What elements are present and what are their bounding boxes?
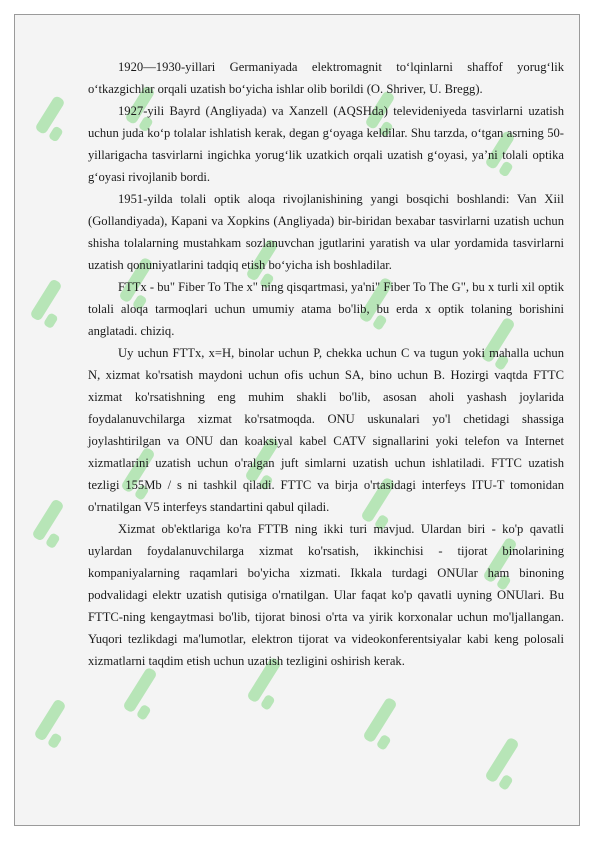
paragraph-history-germany: 1920—1930-yillari Germaniyada elektromagnit to‘lqinlarni shaffof yorug‘lik o‘tkazgichlar orqali uzatish bo‘yicha ishlar olib borildi (O. Shriver, U. Bregg).: [88, 60, 564, 96]
document-body: [88, 56, 564, 672]
paragraph-fttb: Xizmat ob'ektlariga ko'ra FTTB ning ikki turi mavjud. Ulardan biri - ko'p qavatli uylardan foydalanuvchilarga xizmat ko'rsatish, ikkinchisi - tijorat binolarining kompaniyalarning raqamlari bo'yicha xizmati. Ikkala turdagi ONUlar ham binoning podvalidagi elektr uzatish qutisiga o'rnatilgan. Ular faqat ko'p qavatli uyning ONUlari. Bu FTTC-ning kengaytmasi bo'lib, tijorat binosi o'rta va yirik korxonalar uchun mo'ljallangan. Yuqori tezlikdagi ma'lumotlar, elektron tijorat va videokonferentsiyalar kabi keng polosali xizmatlarni taqdim etish uchun uzatish tezligini oshirish kerak.: [88, 522, 564, 668]
paragraph-fttx-definition: FTTx - bu" Fiber To The x" ning qisqartmasi, ya'ni" Fiber To The G", bu x turli xil optik tolali aloqa tarmoqlari uchun umumiy atama bo'lib, bu erda x optik tolaning borishini anglatadi. chiziq.: [88, 280, 564, 338]
paragraph-fttc: Uy uchun FTTx, x=H, binolar uchun P, chekka uchun C va tugun yoki mahalla uchun N, xizmat ko'rsatish maydoni uchun ofis uchun SA, bino uchun B. Hozirgi vaqtda FTTC xizmat ko'rsatishning eng muhim shakli bo'lib, asosan aholi yashash joylarida foydalanuvchilarga xizmat ko'rsatmoqda. ONU uskunalari yo'l chetidagi shassiga joylashtirilgan va ONU dan koaksiyal kabel CATV signallarini yoki telefon va Internet xizmatlarini uzatish uchun o'ralgan juft simlarni uzatish uchun ishlatiladi. FTTC uzatish tezligi 155Mb / s ni tashkil qiladi. FTTC va birja o'rtasidagi interfeys ITU-T tomonidan o'rnatilgan V5 interfeys standartini qabul qiladi.: [88, 346, 564, 514]
paragraph-history-television: 1927-yili Bayrd (Angliyada) va Xanzell (AQSHda) televideniyeda tasvirlarni uzatish uchun juda ko‘p tolalar ishlatish kerak, degan g‘oyaga keldilar. Shu tarzda, o‘tgan asrning 50-yillarigacha tasvirlarni ingichka yorug‘lik uzatkich orqali uzatish g‘oyasi, ya’ni tolali optika g‘oyasi rivojlanib bordi.: [88, 104, 564, 184]
paragraph-history-1951: 1951-yilda tolali optik aloqa rivojlanishining yangi bosqichi boshlandi: Van Xiil (Gollandiyada), Kapani va Xopkins (Angliyada) bir-biridan bexabar tasvirlarni uzatish uchun shisha tolalarning mustahkam sozlanuvchan jgutlarini yaratish va ular yordamida tasvirlarni uzatish qonuniyatlarini tadqiq etish bo‘yicha ish boshladilar.: [88, 192, 564, 272]
